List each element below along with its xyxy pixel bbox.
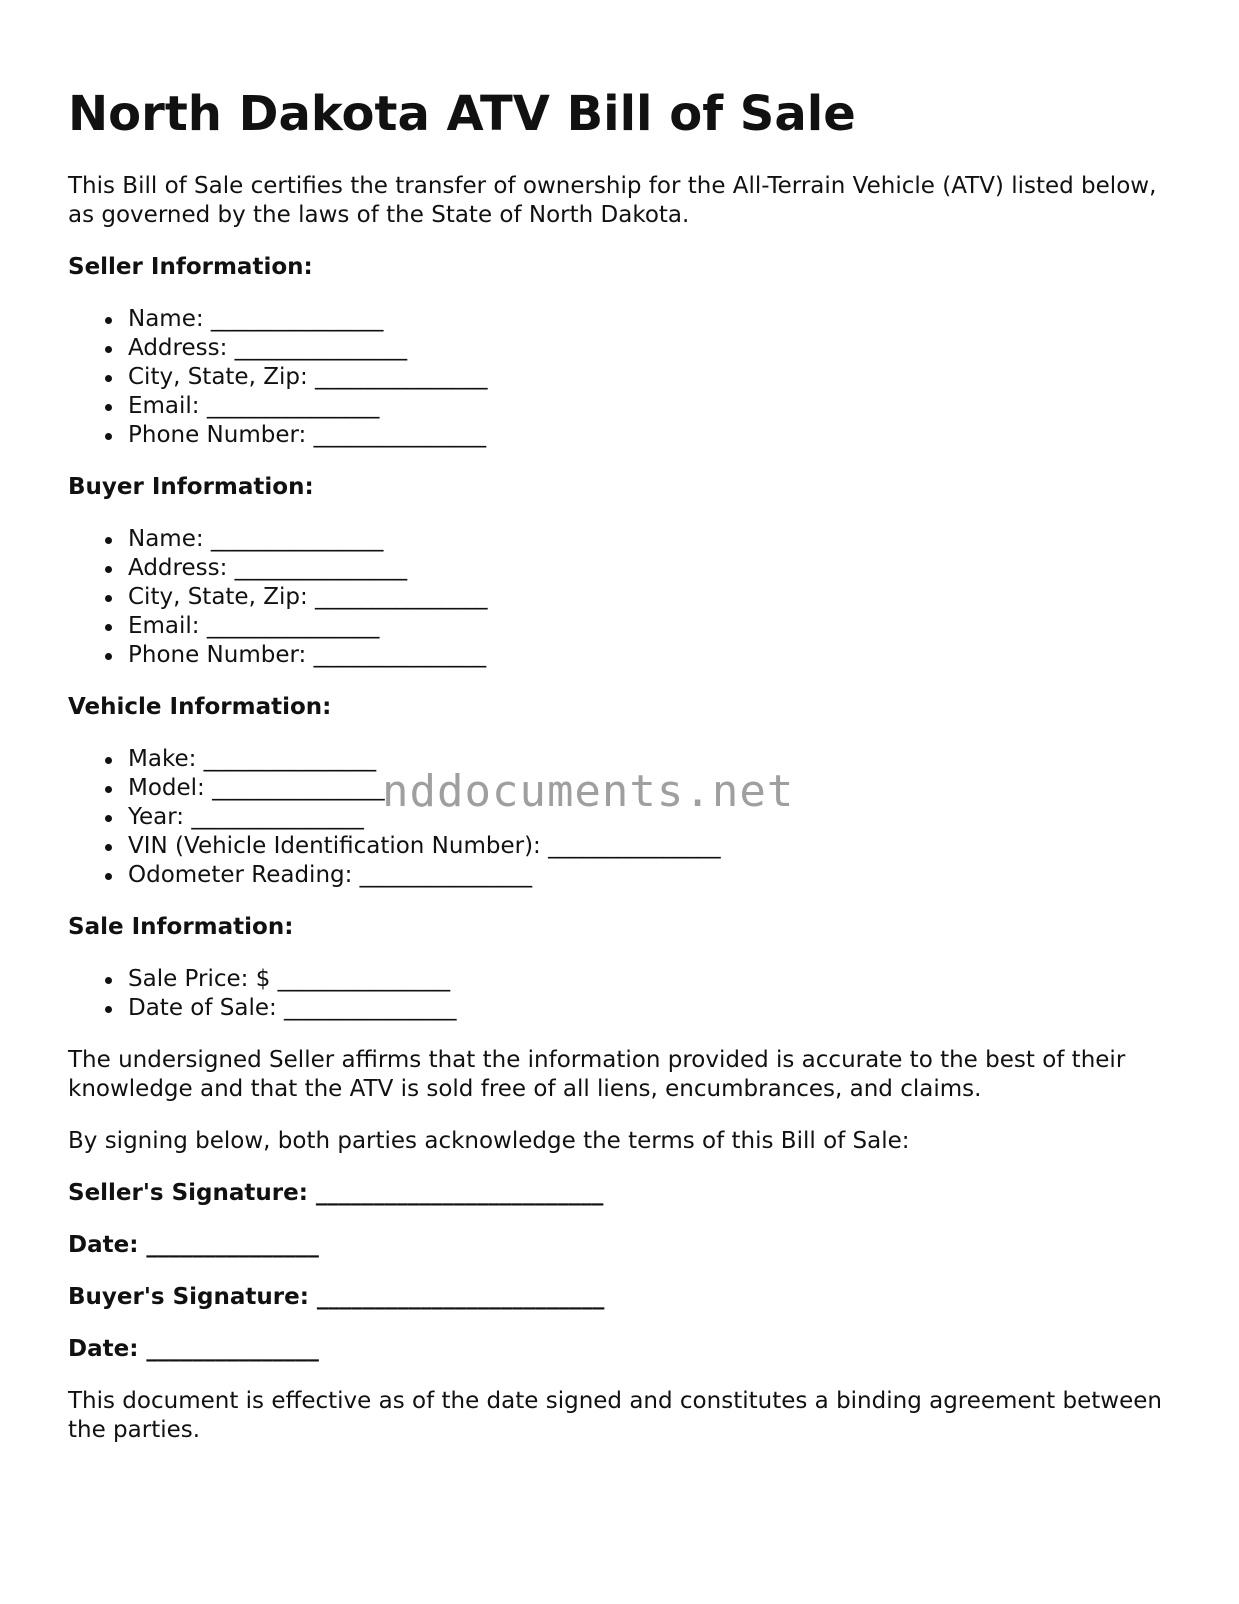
vehicle-year-field: Year: _______________ (128, 803, 1178, 832)
sale-date-field: Date of Sale: _______________ (128, 994, 1178, 1023)
seller-city-state-zip-field: City, State, Zip: _______________ (128, 363, 1178, 392)
vehicle-odometer-field: Odometer Reading: _______________ (128, 861, 1178, 890)
sale-section-heading: Sale Information: (68, 914, 294, 940)
closing-paragraph: This document is effective as of the date signed and constitutes a binding agreement between the parties. (68, 1388, 1162, 1443)
intro-paragraph: This Bill of Sale certifies the transfer of ownership for the All-Terrain Vehicle (ATV) listed below, as governed by the laws of the State of North Dakota. (68, 173, 1157, 228)
buyer-phone-field: Phone Number: _______________ (128, 641, 1178, 670)
buyer-signature-line: Buyer's Signature: _________________________ (68, 1284, 605, 1310)
vehicle-vin-field: VIN (Vehicle Identification Number): _______________ (128, 832, 1178, 861)
vehicle-section-heading: Vehicle Information: (68, 694, 332, 720)
seller-signature-line: Seller's Signature: _________________________ (68, 1180, 604, 1206)
buyer-date-line: Date: _______________ (68, 1336, 319, 1362)
buyer-section-heading: Buyer Information: (68, 474, 314, 500)
seller-name-field: Name: _______________ (128, 305, 1178, 334)
sale-price-field: Sale Price: $ _______________ (128, 965, 1178, 994)
document-page (68, 84, 1178, 1468)
seller-address-field: Address: _______________ (128, 334, 1178, 363)
seller-email-field: Email: _______________ (128, 392, 1178, 421)
buyer-address-field: Address: _______________ (128, 554, 1178, 583)
seller-section-heading: Seller Information: (68, 254, 313, 280)
vehicle-info-list (68, 745, 1178, 890)
affirmation-paragraph: The undersigned Seller affirms that the information provided is accurate to the best of their knowledge and that the ATV is sold free of all liens, encumbrances, and claims. (68, 1047, 1126, 1102)
buyer-info-list (68, 525, 1178, 670)
acknowledge-paragraph: By signing below, both parties acknowledge the terms of this Bill of Sale: (68, 1128, 910, 1154)
buyer-name-field: Name: _______________ (128, 525, 1178, 554)
document-title: North Dakota ATV Bill of Sale (68, 86, 856, 142)
sale-info-list (68, 965, 1178, 1023)
seller-date-line: Date: _______________ (68, 1232, 319, 1258)
vehicle-model-field: Model: _______________ (128, 774, 1178, 803)
seller-phone-field: Phone Number: _______________ (128, 421, 1178, 450)
buyer-email-field: Email: _______________ (128, 612, 1178, 641)
seller-info-list (68, 305, 1178, 450)
watermark-text: nddocuments.net (382, 766, 795, 817)
buyer-city-state-zip-field: City, State, Zip: _______________ (128, 583, 1178, 612)
vehicle-make-field: Make: _______________ (128, 745, 1178, 774)
